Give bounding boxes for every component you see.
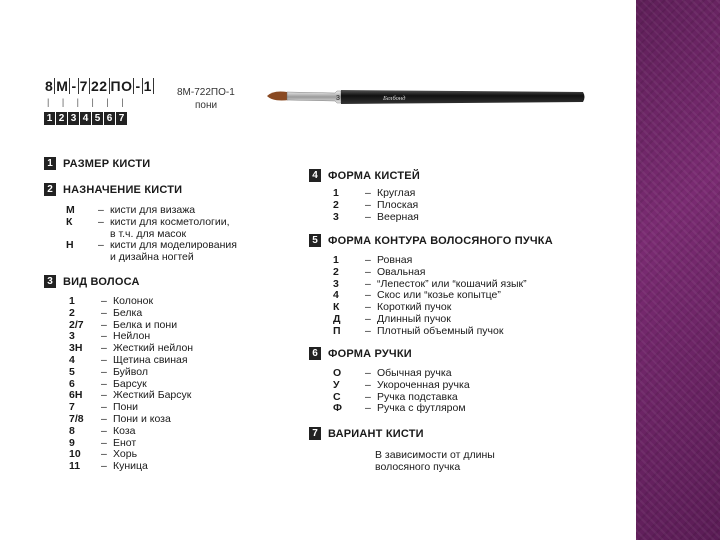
item-code: Н [66, 239, 74, 252]
list-item [333, 200, 419, 212]
item-code: 3 [333, 210, 339, 223]
item-text: Куница [113, 460, 148, 473]
section-handle-shape [309, 347, 412, 360]
item-dash: – [101, 318, 107, 331]
ferrule-mark: 3 [336, 95, 340, 102]
item-code: М [66, 204, 75, 216]
item-dash: – [98, 204, 104, 216]
hair-type-list [69, 296, 193, 473]
brush-bristles [267, 92, 289, 101]
list-item [69, 426, 193, 438]
section-number: 3 [44, 275, 56, 288]
code-number: 2 [56, 112, 67, 125]
section-title: ВИД ВОЛОСА [63, 275, 140, 288]
item-code: 6Н [69, 389, 83, 402]
item-code: О [333, 367, 342, 379]
item-text: Белка [113, 306, 143, 319]
brush-ferrule [287, 91, 341, 103]
section-number: 4 [309, 169, 321, 182]
item-text: Жесткий нейлон [113, 342, 194, 355]
item-code: 7/8 [69, 412, 84, 425]
code-number: 4 [80, 112, 91, 125]
list-item [69, 355, 193, 367]
model-hair: пони [195, 100, 218, 111]
item-text: Нейлон [113, 330, 151, 343]
item-text: Ровная [377, 254, 413, 266]
decorative-sidebar [636, 0, 720, 540]
code-char: 22 [90, 78, 108, 94]
list-item [333, 326, 527, 338]
list-item [69, 414, 193, 426]
item-dash: – [365, 378, 371, 391]
item-dash: – [101, 330, 107, 343]
item-dash: – [101, 365, 107, 378]
item-text: Скос или “козье копытце” [377, 289, 501, 302]
code-number-boxes [44, 112, 127, 125]
item-text: Коза [113, 424, 136, 437]
item-dash: – [101, 306, 107, 319]
item-dash: – [101, 448, 107, 461]
item-text: Плоская [377, 198, 419, 211]
section-number: 1 [44, 157, 56, 170]
item-text: Овальная [377, 265, 426, 278]
code-number: 5 [92, 112, 103, 125]
code-characters [44, 78, 154, 94]
item-code: 1 [333, 254, 339, 266]
purpose-list [66, 205, 237, 264]
code-number: 7 [116, 112, 127, 125]
item-code: Ф [333, 402, 342, 415]
item-text: кисти для косметологии, [110, 215, 230, 228]
item-text: Короткий пучок [377, 301, 452, 314]
item-text: Длинный пучок [377, 312, 451, 325]
variant-note [375, 449, 495, 473]
code-char: 8 [45, 78, 54, 94]
item-text: кисти для визажа [110, 204, 196, 216]
list-item [69, 461, 193, 473]
item-text: Ручка с футляром [377, 402, 466, 415]
item-text: “Лепесток” или “кошачий язык” [377, 277, 527, 290]
section-number: 6 [309, 347, 321, 360]
list-item [69, 367, 193, 379]
item-dash [98, 252, 110, 264]
item-dash: – [101, 295, 107, 307]
item-code: 5 [69, 365, 75, 378]
item-dash: – [98, 239, 104, 252]
code-number: 1 [44, 112, 55, 125]
item-dash: – [365, 277, 371, 290]
item-text: Колонок [113, 295, 154, 307]
list-item [333, 314, 527, 326]
section-bundle-contour [309, 234, 553, 247]
item-dash: – [365, 301, 371, 314]
item-dash: – [365, 367, 371, 379]
item-code: Д [333, 312, 341, 325]
item-dash: – [365, 324, 371, 337]
list-item [333, 403, 470, 415]
code-number: 3 [68, 112, 79, 125]
item-text: кисти для моделирования [110, 239, 237, 252]
item-code: У [333, 378, 340, 391]
item-code: 2/7 [69, 318, 84, 331]
item-code: 3Н [69, 342, 83, 355]
item-code: 3 [333, 277, 339, 290]
section-hair-type [44, 275, 140, 288]
item-text: Круглая [377, 187, 416, 199]
item-text: Барсук [113, 377, 147, 390]
item-text: в т.ч. для масок [110, 227, 187, 240]
item-dash: – [365, 254, 371, 266]
item-text: и дизайна ногтей [110, 251, 194, 264]
brush-shape-list [333, 188, 419, 223]
item-text: Обычная ручка [377, 367, 452, 379]
list-item [69, 308, 193, 320]
code-ticks: | | | | | | [47, 97, 129, 107]
section-brush-size [44, 157, 150, 170]
section-title: РАЗМЕР КИСТИ [63, 157, 151, 170]
item-dash: – [365, 265, 371, 278]
sidebar-texture [636, 0, 720, 540]
section-number: 7 [309, 427, 321, 440]
item-text: Укороченная ручка [377, 378, 470, 391]
handle-shape-list [333, 368, 470, 415]
item-dash: – [101, 389, 107, 402]
code-number: 6 [104, 112, 115, 125]
brush-brand-text: Белбонд [383, 95, 406, 102]
section-title: ФОРМА КОНТУРА ВОЛОСЯНОГО ПУЧКА [328, 234, 553, 247]
item-dash: – [101, 436, 107, 449]
section-brush-variant [309, 427, 424, 440]
item-code: 2 [333, 265, 339, 278]
brush-handle [341, 90, 585, 104]
item-dash: – [101, 342, 107, 355]
item-dash: – [101, 412, 107, 425]
section-number: 5 [309, 234, 321, 247]
item-code: 11 [69, 460, 81, 473]
item-code: 9 [69, 436, 75, 449]
item-text: Белка и пони [113, 318, 178, 331]
item-dash: – [101, 401, 107, 414]
item-text: Щетина свиная [113, 353, 188, 366]
list-item [333, 267, 527, 279]
section-title: ВАРИАНТ КИСТИ [328, 427, 424, 440]
item-text: Хорь [113, 448, 138, 461]
note-line: волосяного пучка [375, 461, 461, 473]
item-text: Пони [113, 401, 139, 414]
item-text: Енот [113, 436, 137, 449]
item-text: Буйвол [113, 365, 148, 378]
item-code: 10 [69, 448, 81, 461]
item-code: 1 [69, 295, 75, 307]
item-text: Жесткий Барсук [113, 389, 192, 402]
code-char: ПО [110, 78, 133, 94]
item-code: 6 [69, 377, 75, 390]
section-brush-purpose [44, 183, 182, 196]
item-dash: – [365, 187, 371, 199]
item-code: 3 [69, 330, 75, 343]
item-dash: – [101, 460, 107, 473]
list-item [66, 217, 237, 229]
item-dash: – [365, 289, 371, 302]
item-text: Веерная [377, 210, 419, 223]
section-title: ФОРМА КИСТЕЙ [328, 169, 420, 182]
brush-illustration [265, 86, 587, 108]
section-number: 2 [44, 183, 56, 196]
item-code: С [333, 390, 341, 403]
item-text: Ручка подставка [377, 390, 458, 403]
item-code: П [333, 324, 341, 337]
item-code: 8 [69, 424, 75, 437]
item-dash: – [365, 210, 371, 223]
section-brush-shape [309, 169, 420, 182]
code-char: М [56, 78, 69, 94]
item-dash: – [365, 198, 371, 211]
item-code: 2 [69, 306, 75, 319]
item-code [66, 252, 98, 264]
item-dash: – [365, 312, 371, 325]
item-text: Пони и коза [113, 412, 171, 425]
item-dash: – [98, 215, 104, 228]
list-item [66, 252, 237, 264]
item-dash: – [365, 390, 371, 403]
note-line: В зависимости от длины [375, 449, 495, 461]
item-code: 1 [333, 187, 339, 199]
item-code: К [333, 301, 340, 314]
item-code: 7 [69, 401, 75, 414]
list-item [333, 255, 527, 267]
section-title: НАЗНАЧЕНИЕ КИСТИ [63, 183, 183, 196]
item-dash: – [365, 402, 371, 415]
code-char: - [135, 78, 141, 94]
bundle-contour-list [333, 255, 527, 338]
item-code: 2 [333, 198, 339, 211]
code-char: - [71, 78, 77, 94]
item-code: 4 [69, 353, 75, 366]
list-item [333, 380, 470, 392]
section-title: ФОРМА РУЧКИ [328, 347, 412, 360]
item-code: К [66, 215, 73, 228]
item-code: 4 [333, 289, 339, 302]
item-text: Плотный объемный пучок [377, 324, 504, 337]
code-char: 7 [79, 78, 88, 94]
code-char: 1 [143, 78, 152, 94]
item-dash: – [101, 377, 107, 390]
item-dash: – [101, 424, 107, 437]
item-dash: – [101, 353, 107, 366]
list-item [333, 212, 419, 224]
model-code: 8М-722ПО-1 [177, 87, 235, 98]
